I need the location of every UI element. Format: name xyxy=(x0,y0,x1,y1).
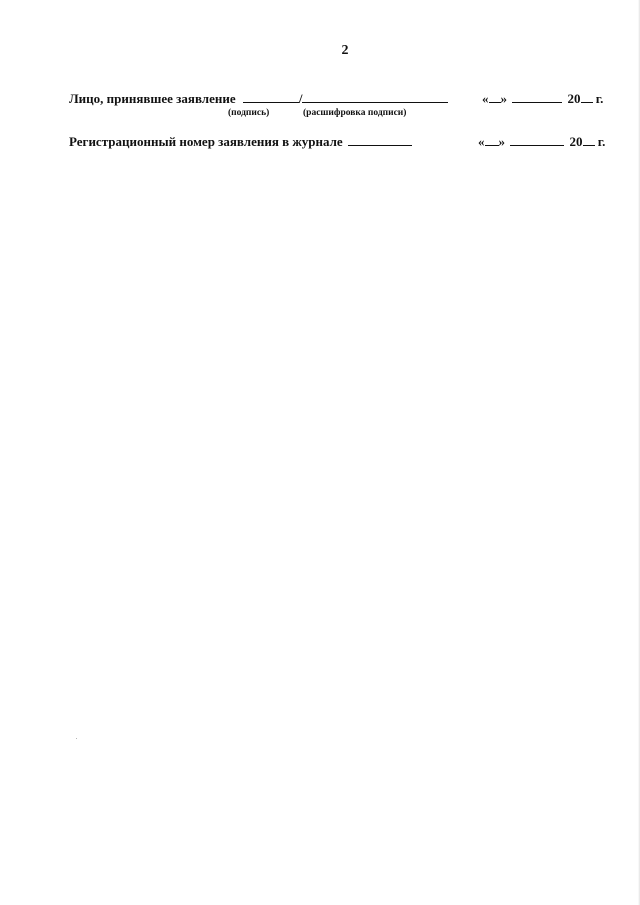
registration-year-prefix: 20 xyxy=(569,134,583,149)
acceptance-line xyxy=(69,91,448,107)
acceptance-year-prefix: 20 xyxy=(567,91,581,106)
registration-label: Регистрационный номер заявления в журнале xyxy=(69,134,343,149)
page-number: 2 xyxy=(341,43,349,58)
registration-month-blank xyxy=(510,134,564,146)
acceptance-year-blank xyxy=(581,91,593,103)
acceptance-label: Лицо, принявшее заявление xyxy=(69,91,236,106)
registration-number-blank xyxy=(348,134,412,146)
registration-date xyxy=(478,134,605,150)
registration-line xyxy=(69,134,412,150)
signature-separator: / xyxy=(298,91,303,106)
signature-decode-blank xyxy=(302,91,448,103)
signature-caption: (подпись) xyxy=(228,108,270,118)
registration-quote-open: « xyxy=(478,134,485,149)
acceptance-year-suffix: г. xyxy=(595,91,604,106)
acceptance-date xyxy=(482,91,603,107)
acceptance-day-blank xyxy=(489,91,501,103)
registration-year-suffix: г. xyxy=(597,134,606,149)
scan-speck xyxy=(76,738,77,739)
signature-decode-caption: (расшифровка подписи) xyxy=(303,108,407,118)
signature-blank xyxy=(243,91,299,103)
acceptance-quote-close: » xyxy=(500,91,507,106)
registration-year-blank xyxy=(583,134,595,146)
registration-quote-close: » xyxy=(498,134,505,149)
registration-day-blank xyxy=(485,134,499,146)
acceptance-quote-open: « xyxy=(482,91,489,106)
acceptance-month-blank xyxy=(512,91,562,103)
